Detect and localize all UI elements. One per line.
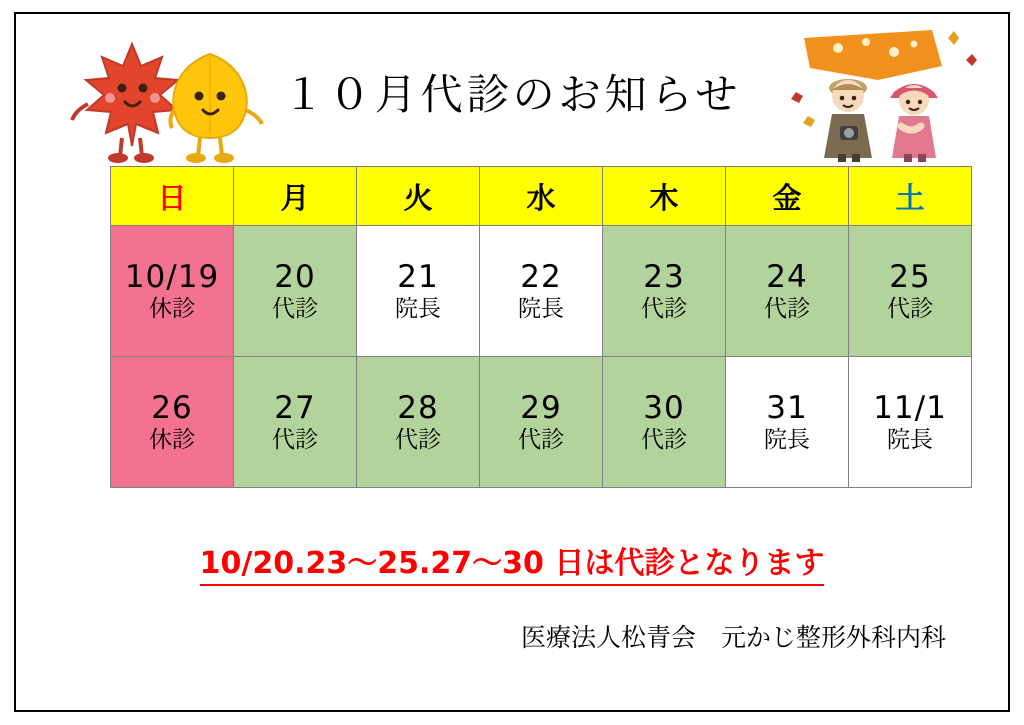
day-number: 27	[274, 389, 316, 426]
calendar-day-cell	[357, 357, 480, 488]
calendar-day-cell	[603, 226, 726, 357]
day-number: 30	[643, 389, 685, 426]
substitute-notice	[0, 538, 1024, 582]
calendar-week-row	[111, 226, 972, 357]
calendar-day-cell	[726, 357, 849, 488]
calendar-day-cell	[111, 226, 234, 357]
calendar-day-cell	[357, 226, 480, 357]
day-number: 26	[151, 389, 193, 426]
day-number: 21	[397, 258, 439, 295]
weekday-header-wednesday: 水	[480, 167, 603, 226]
calendar-header-row	[111, 167, 972, 226]
day-number: 10/19	[124, 258, 220, 295]
day-note: 代診	[518, 427, 564, 454]
day-note: 代診	[272, 427, 318, 454]
calendar-day-cell	[480, 226, 603, 357]
day-note: 代診	[641, 296, 687, 323]
calendar-day-cell	[849, 357, 972, 488]
weekday-header-friday: 金	[726, 167, 849, 226]
clinic-name-footer: 医療法人松青会 元かじ整形外科内科	[520, 623, 946, 652]
day-note: 代診	[272, 296, 318, 323]
day-note: 休診	[149, 296, 195, 323]
day-note: 院長	[887, 427, 933, 454]
calendar-day-cell	[726, 226, 849, 357]
calendar-day-cell	[111, 357, 234, 488]
day-number: 31	[766, 389, 808, 426]
page-title: １０月代診のお知らせ	[282, 70, 742, 119]
day-note: 院長	[518, 296, 564, 323]
weekday-header-saturday: 土	[849, 167, 972, 226]
calendar-week-row	[111, 357, 972, 488]
day-note: 代診	[395, 427, 441, 454]
substitute-notice-text: 10/20.23〜25.27〜30 日は代診となります	[200, 546, 825, 586]
substitute-doctor-calendar	[110, 166, 972, 488]
day-number: 11/1	[873, 389, 947, 426]
day-note: 休診	[149, 427, 195, 454]
calendar-day-cell	[480, 357, 603, 488]
weekday-header-monday: 月	[234, 167, 357, 226]
day-note: 代診	[764, 296, 810, 323]
calendar-day-cell	[603, 357, 726, 488]
calendar-day-cell	[234, 226, 357, 357]
weekday-header-thursday: 木	[603, 167, 726, 226]
day-note: 代診	[887, 296, 933, 323]
day-number: 25	[889, 258, 931, 295]
day-note: 院長	[395, 296, 441, 323]
weekday-header-tuesday: 火	[357, 167, 480, 226]
day-number: 24	[766, 258, 808, 295]
day-number: 28	[397, 389, 439, 426]
calendar-day-cell	[849, 226, 972, 357]
calendar-day-cell	[234, 357, 357, 488]
day-number: 22	[520, 258, 562, 295]
day-number: 29	[520, 389, 562, 426]
day-note: 院長	[764, 427, 810, 454]
day-number: 23	[643, 258, 685, 295]
weekday-header-sunday: 日	[111, 167, 234, 226]
day-number: 20	[274, 258, 316, 295]
day-note: 代診	[641, 427, 687, 454]
